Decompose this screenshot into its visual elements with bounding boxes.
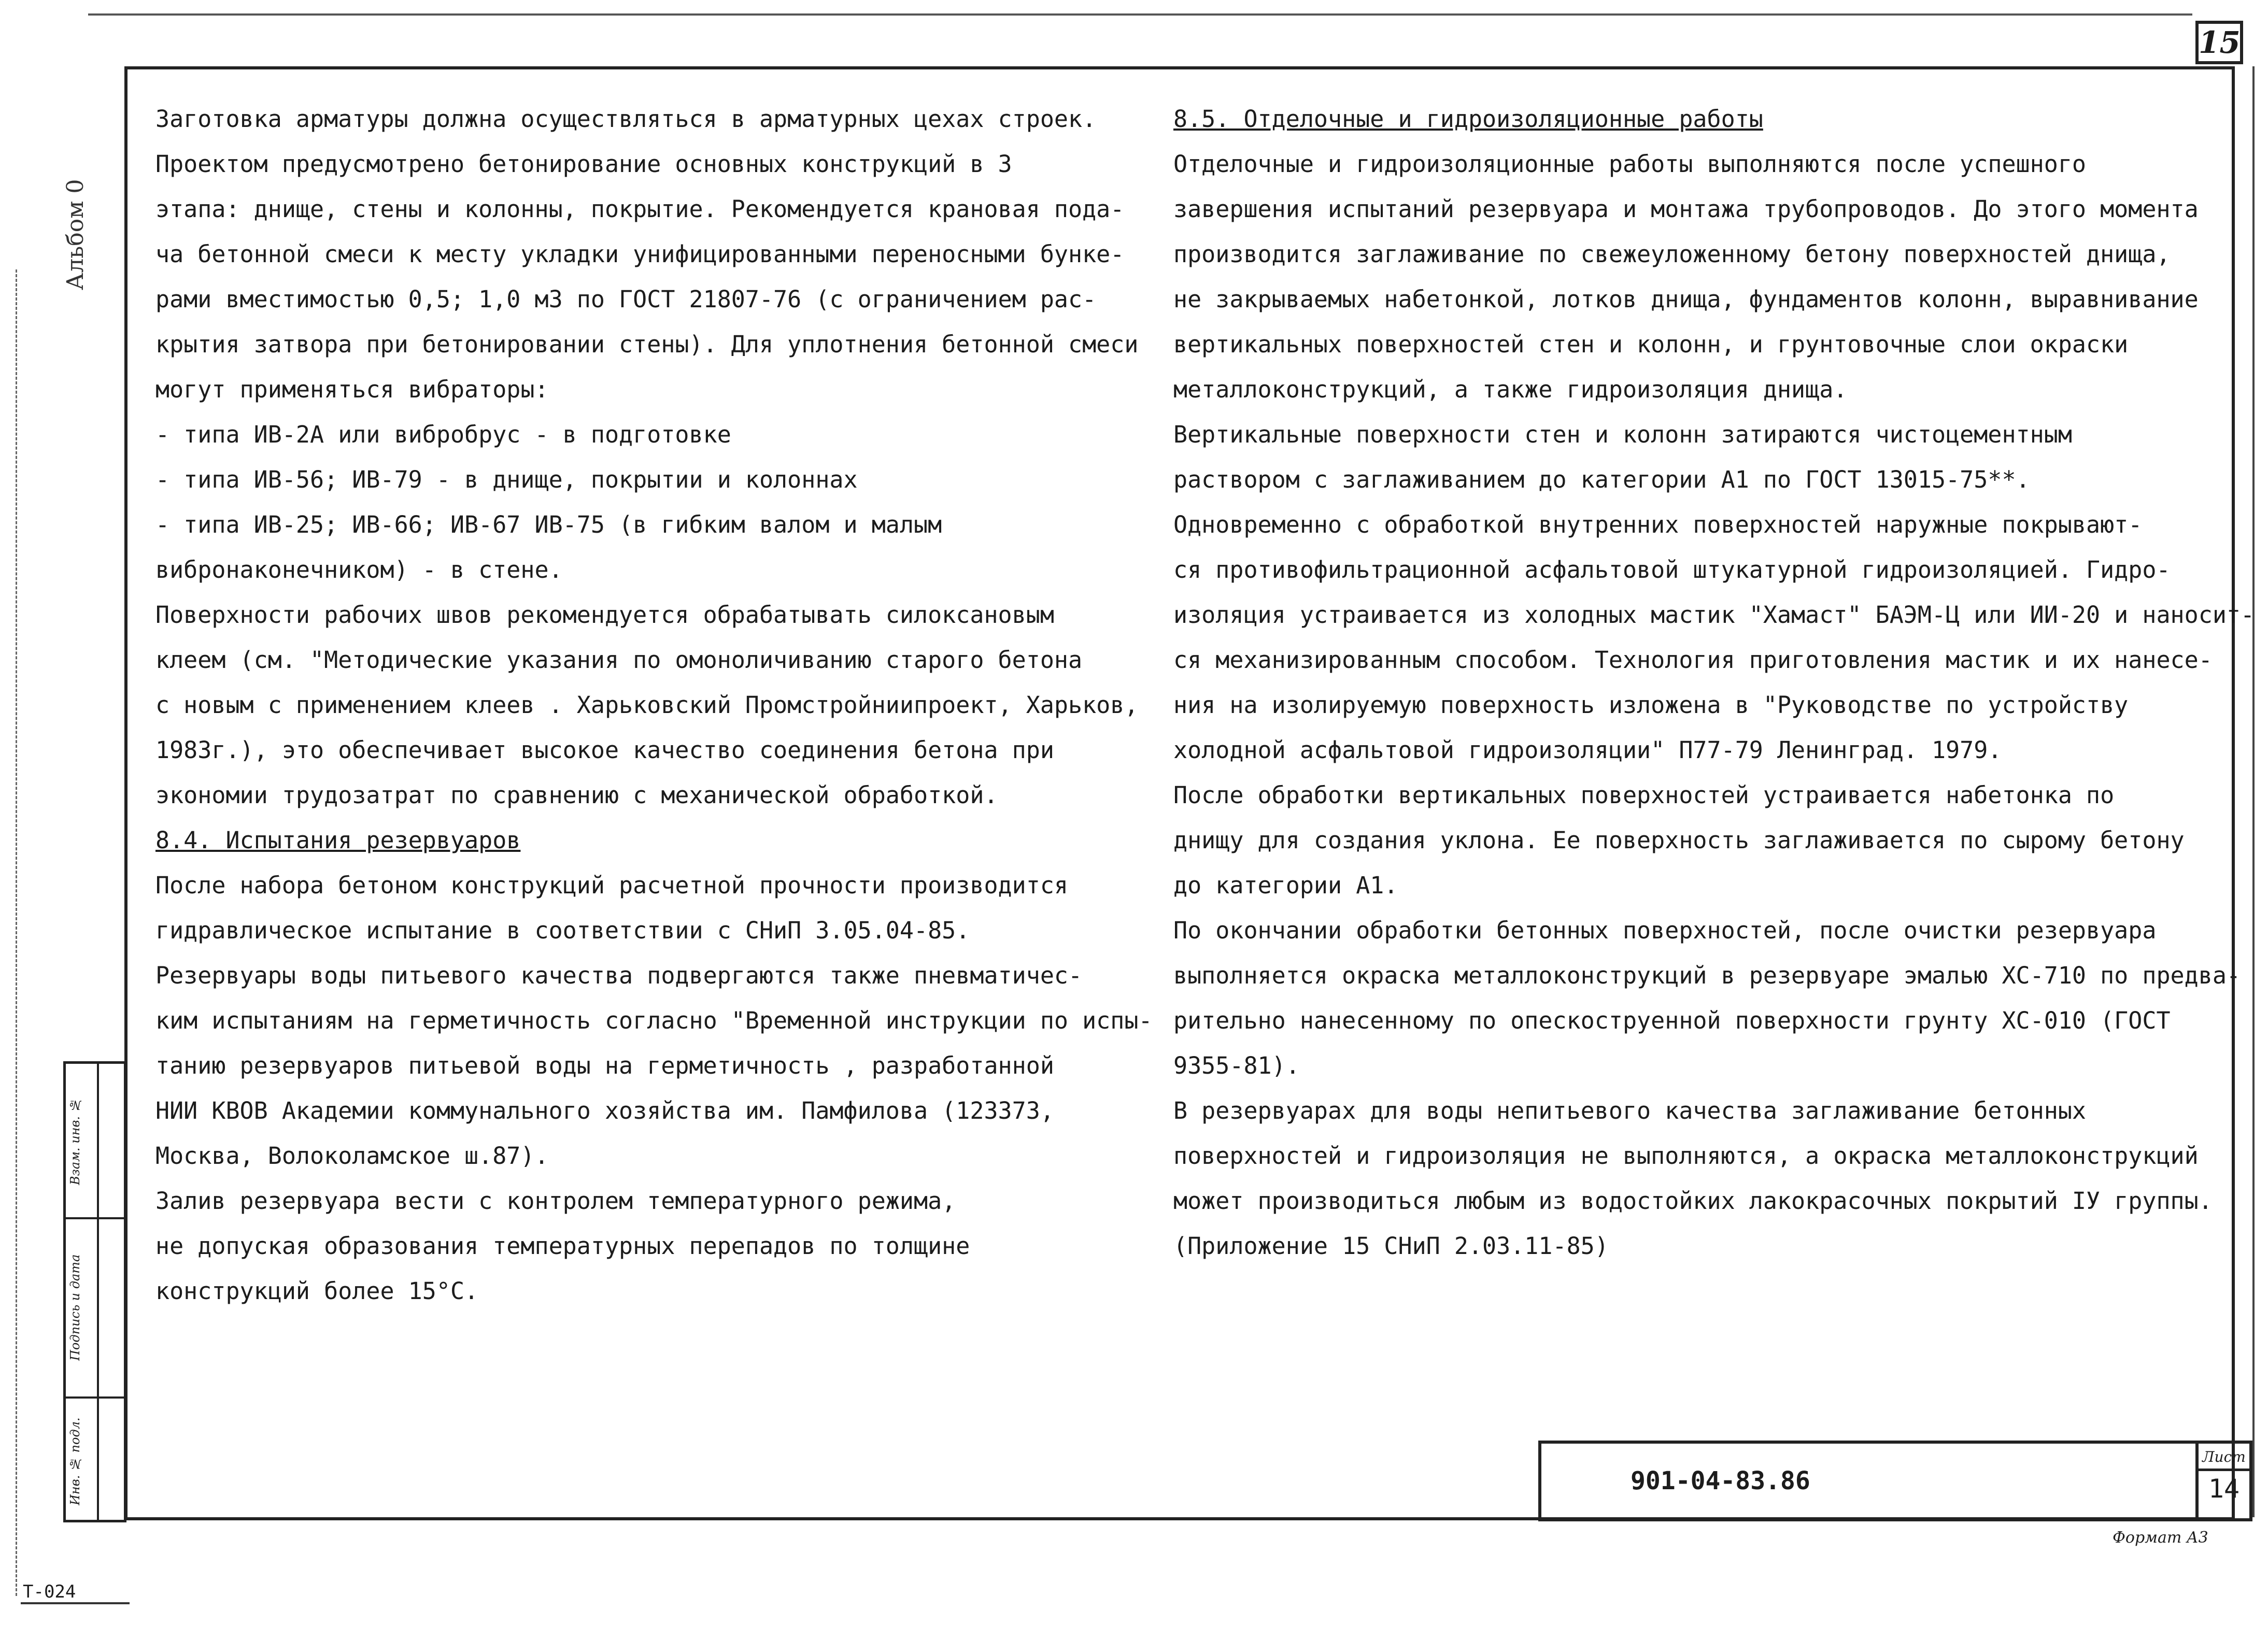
text-line: ким испытаниям на герметичность согласно "Временной инструкции по испы- (155, 1007, 1153, 1034)
text-line: вибронаконечником) - в стене. (155, 556, 563, 583)
text-line: ния на изолируемую поверхность изложена в "Руководстве по устройству (1173, 691, 2129, 719)
text-line: Поверхности рабочих швов рекомендуется обрабатывать силоксановым (155, 601, 1054, 629)
text-line: Одновременно с обработкой внутренних поверхностей наружные покрывают- (1173, 511, 2143, 538)
text-line: не допуская образования температурных перепадов по толщине (155, 1232, 970, 1260)
archive-mark: Т-024 (23, 1581, 76, 1602)
text-line: 9355-81). (1173, 1052, 1300, 1079)
top-border-line (88, 13, 2192, 16)
section-heading-8-4: 8.4. Испытания резервуаров (155, 826, 521, 854)
text-line: рами вместимостью 0,5; 1,0 м3 по ГОСТ 21807-76 (с ограничением рас- (155, 286, 1097, 313)
text-line: После набора бетоном конструкций расчетной прочности производится (155, 872, 1068, 899)
page-mark: 15 (2199, 25, 2241, 60)
text-line: не закрываемых набетонкой, лотков днища, фундаментов колонн, выравнивание (1173, 286, 2199, 313)
album-label: Альбом 0 (62, 179, 89, 290)
text-line: Резервуары воды питьевого качества подвергаются также пневматичес- (155, 962, 1083, 989)
document-code: 901-04-83.86 (1631, 1466, 1810, 1495)
section-heading-8-5: 8.5. Отделочные и гидроизоляционные работы (1173, 105, 1763, 133)
sheet-label: Лист (2199, 1446, 2249, 1471)
approval-stamp-strip (63, 1061, 126, 1522)
text-line: Проектом предусмотрено бетонирование основных конструкций в 3 (155, 150, 1012, 178)
text-line: По окончании обработки бетонных поверхностей, после очистки резервуара (1173, 917, 2157, 944)
text-line: завершения испытаний резервуара и монтажа трубопроводов. До этого момента (1173, 195, 2199, 223)
text-line: раствором с заглаживанием до категории А1 по ГОСТ 13015-75**. (1173, 466, 2030, 493)
sheet-number: 14 (2208, 1474, 2240, 1504)
text-line: крытия затвора при бетонировании стены). Для уплотнения бетонной смеси (155, 331, 1139, 358)
page-mark-box (2195, 21, 2243, 64)
text-line: с новым с применением клеев . Харьковский Промстройниипроект, Харьков, (155, 691, 1139, 719)
text-line: производится заглаживание по свежеуложенному бетону поверхностей днища, (1173, 240, 2171, 268)
right-text-column (1173, 96, 2255, 1268)
text-line: выполняется окраска металлоконструкций в резервуаре эмалью ХС-710 по предва- (1173, 962, 2241, 989)
text-line: Вертикальные поверхности стен и колонн затираются чистоцементным (1173, 421, 2072, 448)
text-line: танию резервуаров питьевой воды на герметичность , разработанной (155, 1052, 1054, 1079)
text-line: (Приложение 15 СНиП 2.03.11-85) (1173, 1232, 1609, 1260)
text-line: поверхностей и гидроизоляция не выполняются, а окраска металлоконструкций (1173, 1142, 2199, 1170)
text-line: Заготовка арматуры должна осуществляться в арматурных цехах строек. (155, 105, 1097, 133)
text-line: экономии трудозатрат по сравнению с механической обработкой. (155, 781, 998, 809)
text-line: В резервуарах для воды непитьевого качества заглаживание бетонных (1173, 1097, 2086, 1124)
text-line: НИИ КВОВ Академии коммунального хозяйства им. Памфилова (123373, (155, 1097, 1054, 1124)
text-line: до категории А1. (1173, 872, 1398, 899)
archive-mark-underline (21, 1602, 130, 1604)
text-line: холодной асфальтовой гидроизоляции" П77-79 Ленинград. 1979. (1173, 736, 2002, 764)
text-line: может производиться любым из водостойких лакокрасочных покрытий IУ группы. (1173, 1187, 2213, 1215)
text-line: рительно нанесенному по опескоструенной поверхности грунту ХС-010 (ГОСТ (1173, 1007, 2171, 1034)
text-line: этапа: днище, стены и колонны, покрытие. Рекомендуется крановая пода- (155, 195, 1125, 223)
stamp-inventory-label: Инв. № подл. (68, 1417, 82, 1505)
text-line: ча бетонной смеси к месту укладки унифицированными переносными бунке- (155, 240, 1125, 268)
text-line: - типа ИВ-56; ИВ-79 - в днище, покрытии и колоннах (155, 466, 858, 493)
left-text-column (155, 96, 1171, 1314)
text-line: - типа ИВ-2А или вибробрус - в подготовке (155, 421, 731, 448)
text-line: ся механизированным способом. Технология приготовления мастик и их нанесе- (1173, 646, 2213, 674)
right-border-line (2252, 66, 2255, 1517)
text-line: гидравлическое испытание в соответствии с СНиП 3.05.04-85. (155, 917, 970, 944)
text-line: днищу для создания уклона. Ее поверхность заглаживается по сырому бетону (1173, 826, 2185, 854)
text-line: - типа ИВ-25; ИВ-66; ИВ-67 ИВ-75 (в гибким валом и малым (155, 511, 942, 538)
text-line: Отделочные и гидроизоляционные работы выполняются после успешного (1173, 150, 2086, 178)
sheet-number-cell (2195, 1444, 2249, 1518)
text-line: вертикальных поверхностей стен и колонн, и грунтовочные слои окраски (1173, 331, 2129, 358)
binding-edge-line (16, 269, 17, 1596)
text-line: клеем (см. "Методические указания по омоноличиванию старого бетона (155, 646, 1083, 674)
stamp-replacement-label: Взам. инв. № (68, 1097, 82, 1186)
stamp-cell-inventory (66, 1399, 124, 1523)
text-line: Залив резервуара вести с контролем температурного режима, (155, 1187, 956, 1215)
text-line: Москва, Волоколамское ш.87). (155, 1142, 549, 1170)
text-line: конструкций более 15°С. (155, 1277, 479, 1305)
stamp-cell-signature (66, 1219, 124, 1399)
text-line: металлоконструкций, а также гидроизоляция днища. (1173, 376, 1848, 403)
text-line: 1983г.), это обеспечивает высокое качество соединения бетона при (155, 736, 1054, 764)
text-line: ся противофильтрационной асфальтовой штукатурной гидроизоляцией. Гидро- (1173, 556, 2171, 583)
text-line: изоляция устраивается из холодных мастик "Хамаст" БАЭМ-Ц или ИИ-20 и наносит- (1173, 601, 2255, 629)
text-line: могут применяться вибраторы: (155, 376, 549, 403)
format-label: Формат А3 (2113, 1529, 2208, 1547)
text-line: После обработки вертикальных поверхностей устраивается набетонка по (1173, 781, 2115, 809)
stamp-cell-replacement (66, 1064, 124, 1219)
stamp-signature-label: Подпись и дата (68, 1254, 82, 1361)
title-block (1538, 1441, 2252, 1521)
